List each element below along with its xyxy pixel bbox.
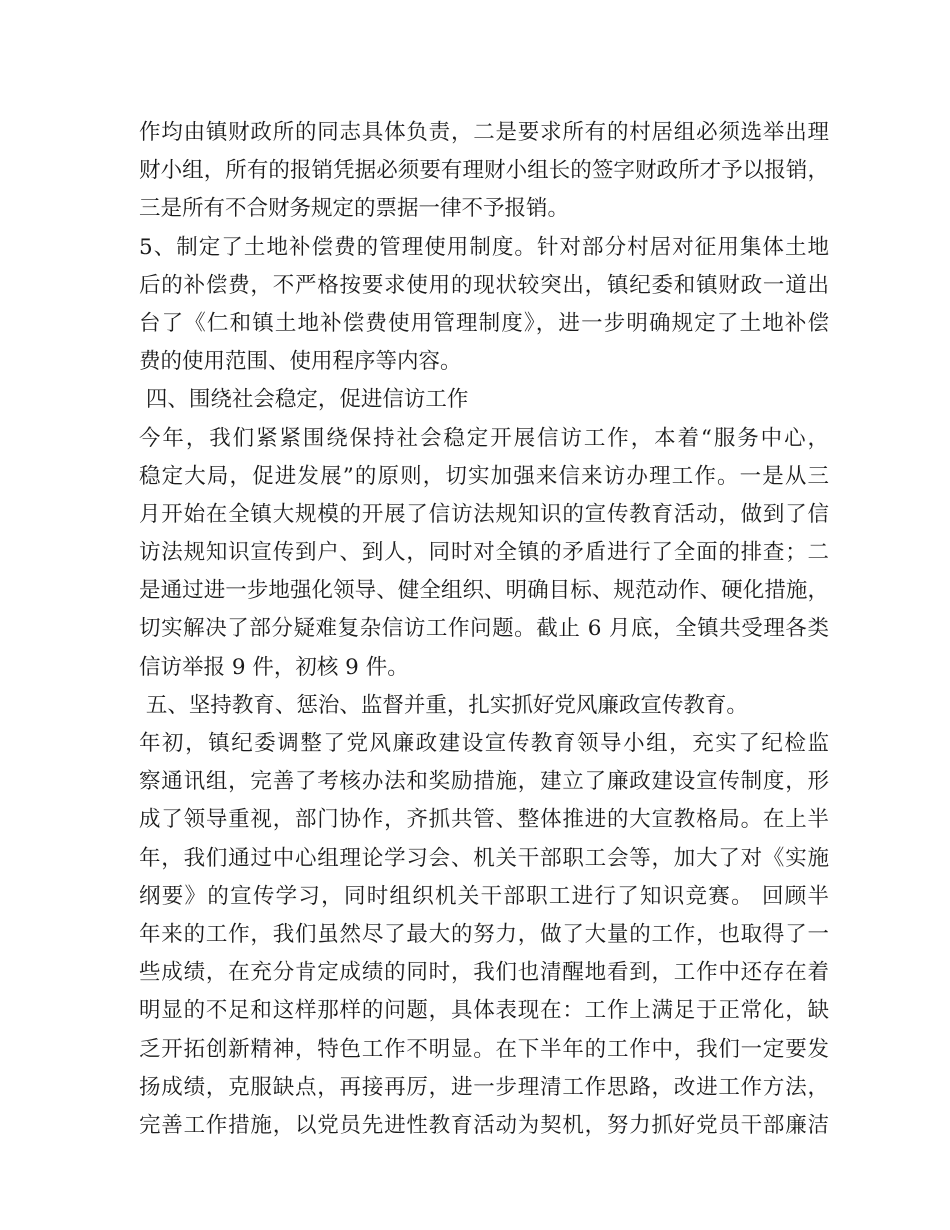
text-line: 今年，我们紧紧围绕保持社会稳定开展信访工作，本着“服务中心， <box>139 425 829 451</box>
text-line: 成了领导重视，部门协作，齐抓共管、整体推进的大宣教格局。在上半 <box>139 807 829 833</box>
text-line: 访法规知识宣传到户、到人，同时对全镇的矛盾进行了全面的排查；二 <box>139 540 829 566</box>
text-line: 切实解决了部分疑难复杂信访工作问题。截止 6 月底，全镇共受理各类 <box>139 616 829 642</box>
text-line: 乏开拓创新精神，特色工作不明显。在下半年的工作中，我们一定要发 <box>139 1036 829 1062</box>
document-body <box>139 114 829 1145</box>
text-line: 5、制定了土地补偿费的管理使用制度。针对部分村居对征用集体土地 <box>139 234 829 260</box>
text-line: 信访举报 9 件，初核 9 件。 <box>139 654 409 680</box>
text-line: 是通过进一步地强化领导、健全组织、明确目标、规范动作、硬化措施， <box>139 578 829 604</box>
text-line: 五、坚持教育、惩治、监督并重，扎实抓好党风廉政宣传教育。 <box>139 692 748 718</box>
text-line: 月开始在全镇大规模的开展了信访法规知识的宣传教育活动，做到了信 <box>139 501 829 527</box>
text-line: 些成绩，在充分肯定成绩的同时，我们也清醒地看到，工作中还存在着 <box>139 960 829 986</box>
text-line: 财小组，所有的报销凭据必须要有理财小组长的签字财政所才予以报销， <box>139 158 829 184</box>
text-line: 作均由镇财政所的同志具体负责，二是要求所有的村居组必须选举出理 <box>139 120 829 145</box>
text-line: 年初，镇纪委调整了党风廉政建设宣传教育领导小组，充实了纪检监 <box>139 731 829 756</box>
text-line: 台了《仁和镇土地补偿费使用管理制度》，进一步明确规定了土地补偿 <box>139 310 829 336</box>
text-line: 稳定大局，促进发展”的原则，切实加强来信来访办理工作。一是从三 <box>139 463 829 489</box>
text-line: 年，我们通过中心组理论学习会、机关干部职工会等，加大了对《实施 <box>139 845 829 871</box>
text-line: 四、围绕社会稳定，促进信访工作 <box>139 387 469 413</box>
text-line: 后的补偿费，不严格按要求使用的现状较突出，镇纪委和镇财政一道出 <box>139 272 829 298</box>
text-line: 扬成绩，克服缺点，再接再厉，进一步理清工作思路，改进工作方法， <box>139 1074 829 1100</box>
text-line: 察通讯组，完善了考核办法和奖励措施，建立了廉政建设宣传制度，形 <box>139 769 829 795</box>
text-line: 年来的工作，我们虽然尽了最大的努力，做了大量的工作，也取得了一 <box>139 921 829 947</box>
text-line: 完善工作措施，以党员先进性教育活动为契机，努力抓好党员干部廉洁 <box>139 1112 829 1138</box>
text-line: 明显的不足和这样那样的问题，具体表现在：工作上满足于正常化，缺 <box>139 998 829 1024</box>
text-line: 纲要》的宣传学习，同时组织机关干部职工进行了知识竞赛。 回顾半 <box>139 883 829 909</box>
text-line: 费的使用范围、使用程序等内容。 <box>139 349 462 375</box>
text-line: 三是所有不合财务规定的票据一律不予报销。 <box>139 196 570 222</box>
